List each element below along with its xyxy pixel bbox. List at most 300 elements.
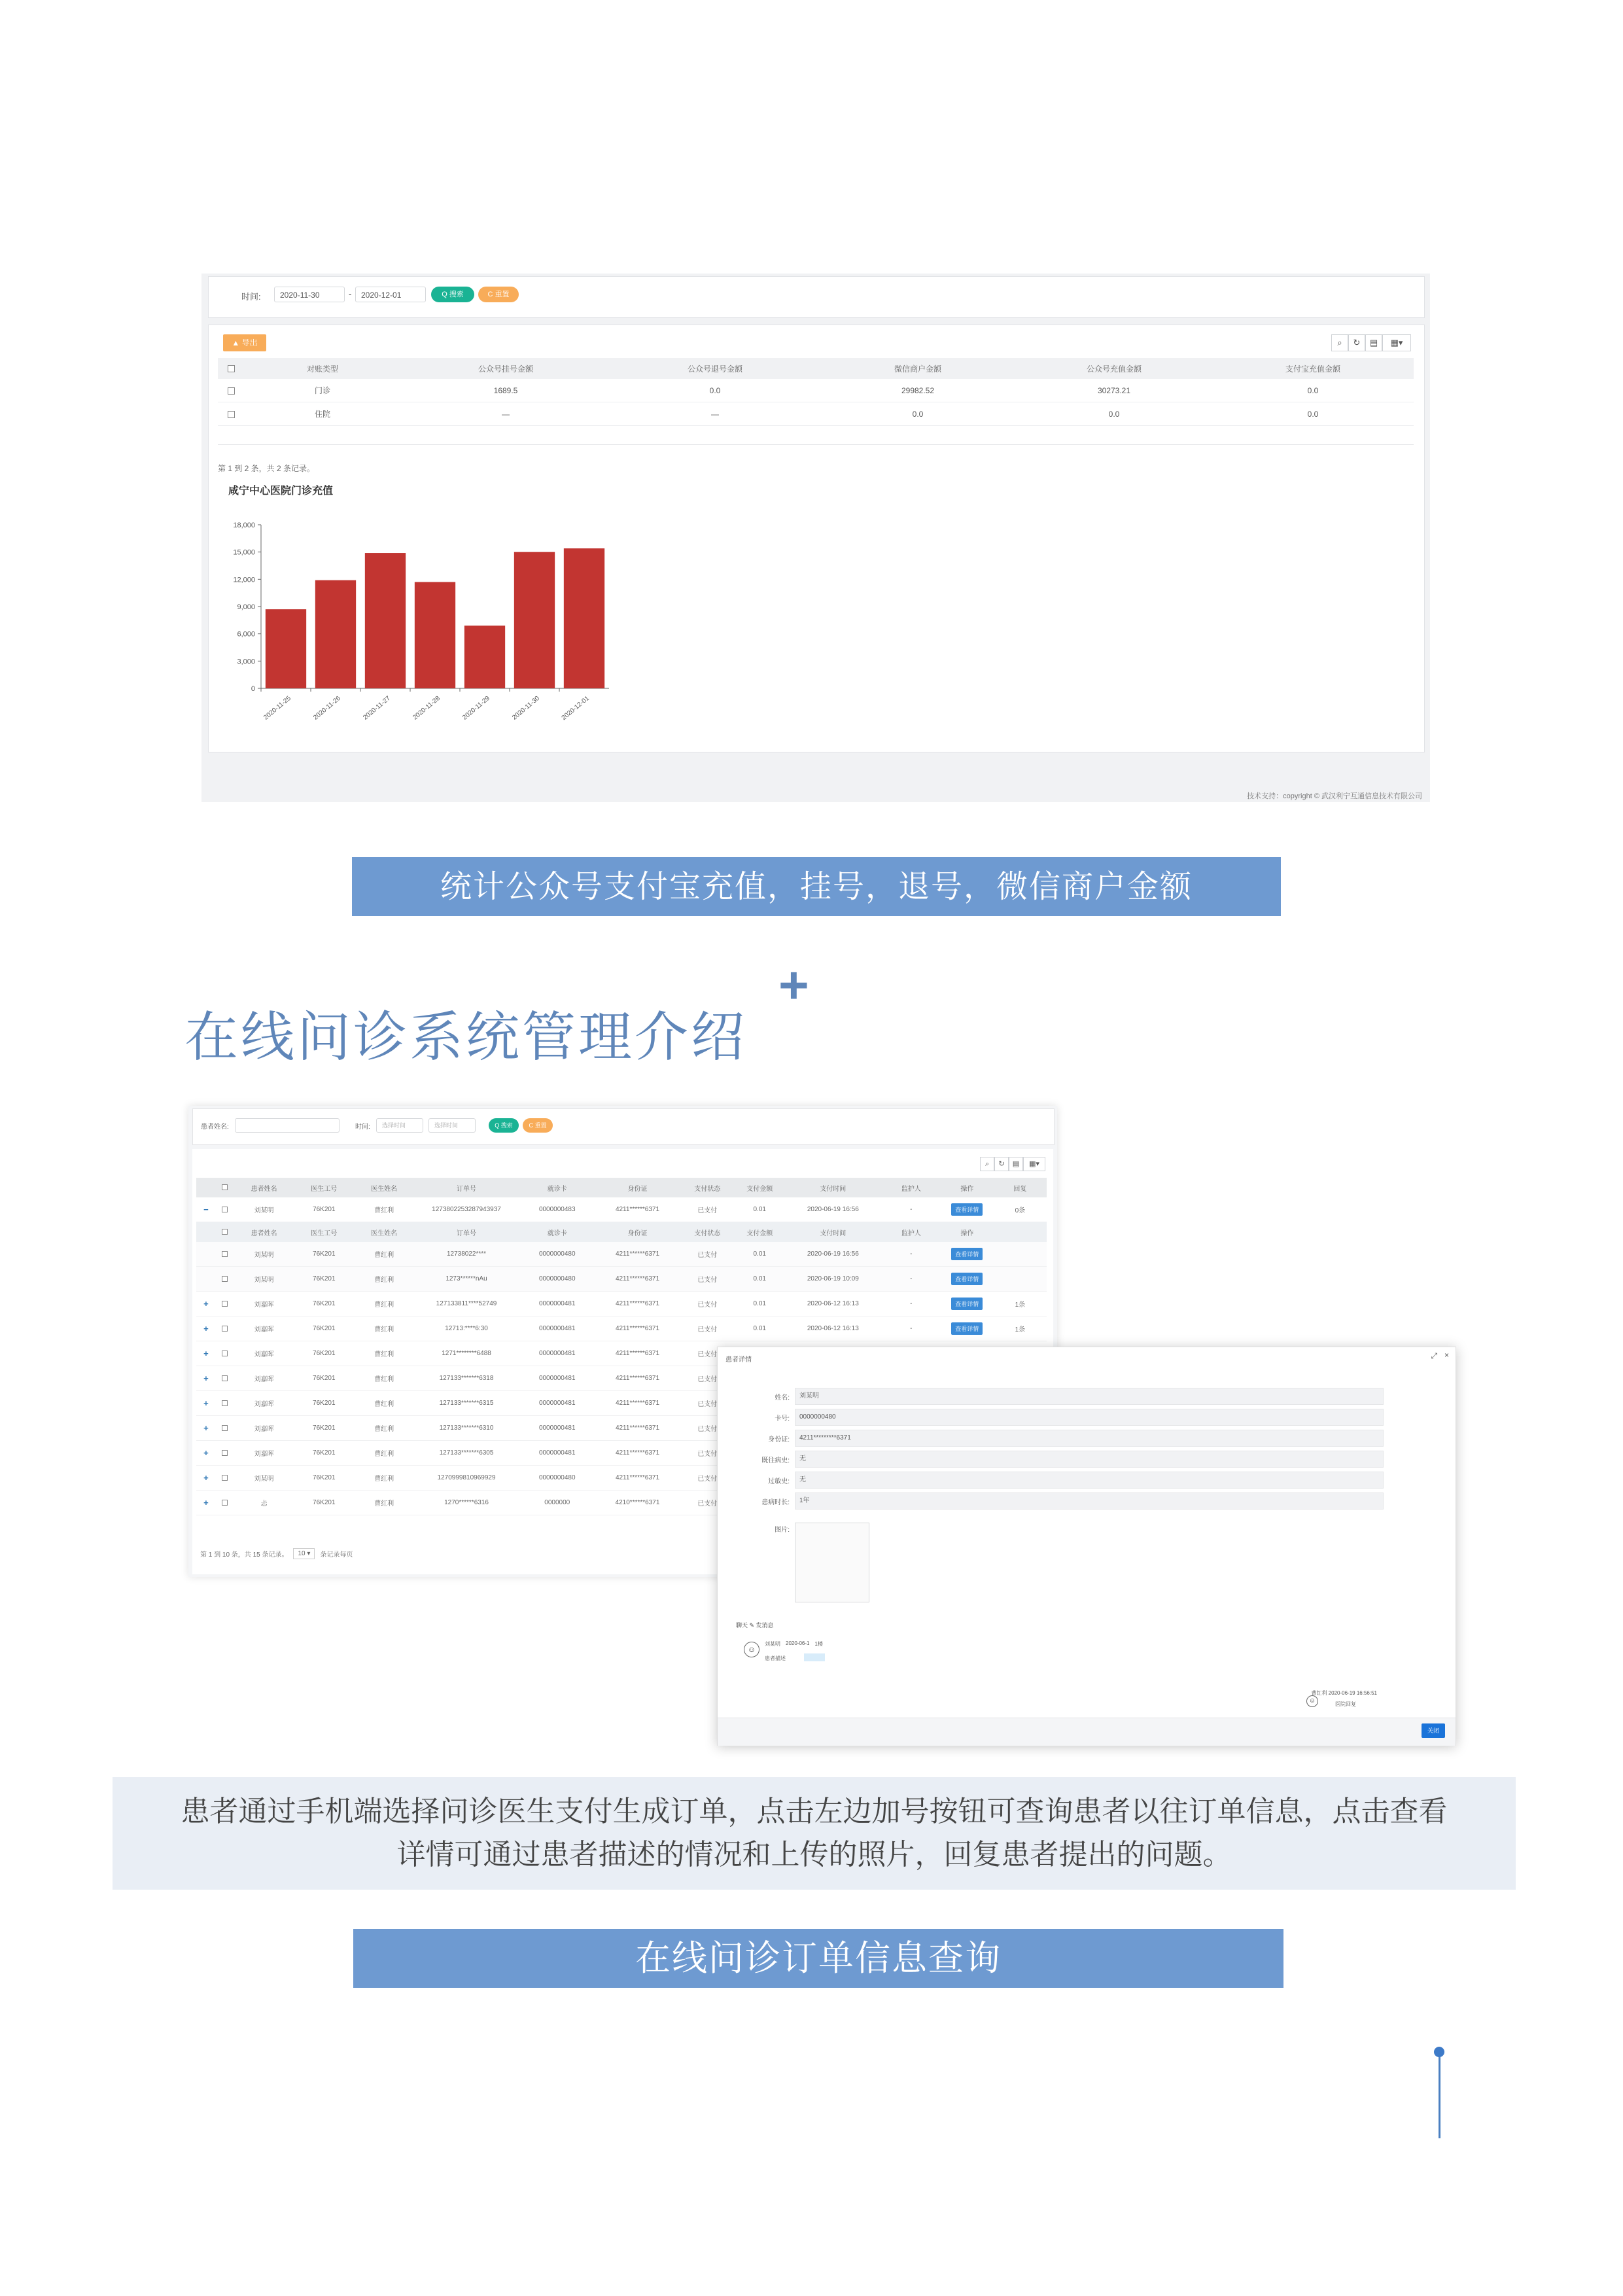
consult-filter-bar: [192, 1108, 1055, 1145]
sub-col-header: 监护人: [882, 1222, 941, 1243]
expand-toggle-icon[interactable]: +: [196, 1292, 216, 1316]
reset-button[interactable]: C 重置: [523, 1118, 553, 1133]
page-size-select[interactable]: 10 ▾: [293, 1548, 315, 1559]
table-cell: 4211******6371: [595, 1197, 679, 1222]
y-tick-label: 15,000: [233, 548, 255, 557]
view-detail-button[interactable]: 查看详情: [951, 1322, 983, 1335]
table-cell: 127133*******6305: [414, 1441, 519, 1466]
table-cell: 4210******6371: [595, 1491, 679, 1515]
table-cell: 127133811****52749: [414, 1292, 519, 1316]
date-from-input[interactable]: 2020-11-30: [274, 287, 345, 302]
bar-chart: [209, 502, 627, 737]
expand-toggle-icon[interactable]: +: [196, 1441, 216, 1466]
table-cell: 0000000481: [519, 1416, 595, 1441]
sub-col-header: 支付状态: [680, 1222, 735, 1243]
table-cell: 0.01: [735, 1242, 784, 1267]
y-tick-label: 3,000: [237, 658, 255, 666]
chat-date: 2020-06-1: [786, 1640, 810, 1646]
time-label: 时间:: [241, 292, 261, 302]
row-checkbox[interactable]: [216, 1416, 234, 1441]
table-cell: 0000000481: [519, 1366, 595, 1391]
pin-dot-icon: [1434, 2047, 1444, 2057]
table-cell: 0.01: [735, 1292, 784, 1316]
col-header: 医生姓名: [354, 1178, 414, 1197]
col-header: 公众号退号金额: [610, 358, 820, 379]
table-cell: 76K201: [294, 1292, 354, 1316]
table-cell: 已支付: [680, 1292, 735, 1316]
table-cell: 4211******6371: [595, 1292, 679, 1316]
col-header: 就诊卡: [519, 1178, 595, 1197]
table-cell: 76K201: [294, 1316, 354, 1341]
table-cell: 已支付: [680, 1341, 735, 1366]
expand-toggle-icon[interactable]: −: [196, 1197, 216, 1222]
expand-col: [196, 1178, 216, 1197]
modal-footer: [718, 1718, 1456, 1746]
chat-message-meta: [765, 1640, 823, 1648]
view-detail-button[interactable]: 查看详情: [951, 1273, 983, 1285]
row-checkbox[interactable]: [216, 1341, 234, 1366]
table-cell: 已支付: [680, 1316, 735, 1341]
feature-banner: [352, 857, 1281, 916]
row-checkbox[interactable]: [216, 1267, 234, 1292]
table-cell: 刘嘉晖: [234, 1292, 294, 1316]
bar: [415, 582, 455, 689]
col-header: 订单号: [414, 1178, 519, 1197]
table-cell: 1270999810969929: [414, 1466, 519, 1491]
table-cell: 76K201: [294, 1366, 354, 1391]
stats-panel: [208, 325, 1425, 752]
stats-screenshot: [201, 274, 1430, 802]
modal-title: 患者详情: [725, 1356, 752, 1364]
field-row: [744, 1472, 1437, 1489]
table-cell: 76K201: [294, 1391, 354, 1416]
sub-col-header: 订单号: [414, 1222, 519, 1243]
plus-decoration-icon: +: [778, 956, 809, 1014]
table-cell: —: [401, 402, 610, 426]
expand-toggle-icon[interactable]: +: [196, 1491, 216, 1515]
sub-table-row: [196, 1267, 1047, 1292]
table-cell: 127133*******6310: [414, 1416, 519, 1441]
expand-toggle-icon[interactable]: +: [196, 1316, 216, 1341]
sub-col-header: 支付时间: [784, 1222, 882, 1243]
table-cell: 曹红利: [354, 1292, 414, 1316]
view-detail-button[interactable]: 查看详情: [951, 1203, 983, 1216]
field-label: 患病时长:: [761, 1498, 790, 1506]
table-cell: 曹红利: [354, 1441, 414, 1466]
field-value: 刘某明: [795, 1388, 1384, 1405]
date-from-input[interactable]: 选择时间: [376, 1118, 423, 1133]
table-cell: 2020-06-19 10:09: [784, 1267, 882, 1292]
expand-col: [994, 1242, 1047, 1267]
expand-col: [994, 1267, 1047, 1292]
row-checkbox[interactable]: [216, 1197, 234, 1222]
row-checkbox[interactable]: [218, 379, 244, 402]
table-cell: 76K201: [294, 1267, 354, 1292]
expand-toggle-icon[interactable]: +: [196, 1341, 216, 1366]
table-cell: 0.0: [1212, 379, 1414, 402]
table-row: [196, 1316, 1047, 1341]
field-value: 1年: [795, 1492, 1384, 1510]
select-all-checkbox[interactable]: [216, 1178, 234, 1197]
table-cell: 已支付: [680, 1242, 735, 1267]
view-detail-button[interactable]: 查看详情: [951, 1298, 983, 1310]
table-cell: 4211******6371: [595, 1316, 679, 1341]
photo-label: 图片:: [775, 1527, 790, 1534]
y-tick-label: 12,000: [233, 576, 255, 584]
table-cell: 曹红利: [354, 1197, 414, 1222]
table-cell: 0000000483: [519, 1197, 595, 1222]
row-checkbox[interactable]: [216, 1466, 234, 1491]
col-header: 患者姓名: [234, 1178, 294, 1197]
detail-cell: [941, 1197, 994, 1222]
table-cell: 刘嘉晖: [234, 1341, 294, 1366]
order-query-banner: [353, 1929, 1283, 1988]
table-cell: 2020-06-12 16:13: [784, 1316, 882, 1341]
table-cell: 已支付: [680, 1491, 735, 1515]
refresh-icon[interactable]: ↻: [994, 1157, 1009, 1171]
table-cell: -: [882, 1242, 941, 1267]
chat-name: 刘某明: [765, 1641, 780, 1647]
grid-menu-icon[interactable]: ▦▾: [1382, 334, 1411, 351]
select-all-checkbox[interactable]: [218, 358, 244, 379]
refresh-icon[interactable]: ↻: [1348, 334, 1365, 351]
field-value: 0000000480: [795, 1409, 1384, 1426]
table-cell: 4211******6371: [595, 1341, 679, 1366]
sub-col-header: 操作: [941, 1222, 994, 1243]
row-checkbox[interactable]: [216, 1366, 234, 1391]
chat-header: 聊天 ✎ 发消息: [736, 1622, 774, 1629]
consult-pagination: [200, 1548, 353, 1559]
table-cell: 76K201: [294, 1466, 354, 1491]
date-to-input[interactable]: 选择时间: [428, 1118, 476, 1133]
export-button[interactable]: ▲ 导出: [223, 334, 266, 351]
columns-icon[interactable]: ▤: [1365, 334, 1382, 351]
pagination-info: 第 1 到 10 条，共 15 条记录。: [200, 1551, 288, 1559]
table-cell: 127133*******6315: [414, 1391, 519, 1416]
date-to-input[interactable]: 2020-12-01: [355, 287, 426, 302]
table-cell: 0000000480: [519, 1267, 595, 1292]
x-tick-label: 2020-11-28: [411, 694, 442, 722]
table-cell: 已支付: [680, 1197, 735, 1222]
expand-toggle-icon[interactable]: +: [196, 1466, 216, 1491]
col-header: 对账类型: [244, 358, 401, 379]
expand-col: [196, 1222, 216, 1243]
table-row: [196, 1292, 1047, 1316]
bar: [266, 609, 306, 688]
table-cell: 1条: [994, 1292, 1047, 1316]
table-cell: 0000000480: [519, 1466, 595, 1491]
table-cell: 已支付: [680, 1441, 735, 1466]
table-cell: -: [882, 1292, 941, 1316]
table-cell: 4211******6371: [595, 1441, 679, 1466]
col-header: 公众号挂号金额: [401, 358, 610, 379]
table-cell: 已支付: [680, 1391, 735, 1416]
table-cell: 4211******6371: [595, 1466, 679, 1491]
description-line-1: 患者通过手机端选择问诊医生支付生成订单，点击左边加号按钮可查询患者以往订单信息，点击查看: [181, 1795, 1448, 1828]
table-cell: 刘某明: [234, 1197, 294, 1222]
detail-cell: [941, 1316, 994, 1341]
close-button[interactable]: 关闭: [1422, 1723, 1445, 1738]
field-value: 4211*********6371: [795, 1430, 1384, 1447]
chart-title: 咸宁中心医院门诊充值: [228, 486, 334, 497]
patient-fields: [744, 1388, 1437, 1513]
row-checkbox[interactable]: [216, 1242, 234, 1267]
table-cell: 刘嘉晖: [234, 1391, 294, 1416]
patient-detail-modal: [717, 1347, 1456, 1746]
y-tick-label: 0: [251, 685, 255, 693]
sub-table-row: [196, 1242, 1047, 1267]
table-cell: 2020-06-12 16:13: [784, 1292, 882, 1316]
search-button[interactable]: Q 搜索: [431, 287, 474, 302]
field-row: [744, 1492, 1437, 1510]
table-cell: 0.0: [1016, 402, 1212, 426]
y-tick-label: 9,000: [237, 603, 255, 611]
table-cell: 0.01: [735, 1197, 784, 1222]
table-cell: 曹红利: [354, 1491, 414, 1515]
table-cell: 1条: [994, 1316, 1047, 1341]
table-cell: 曹红利: [354, 1341, 414, 1366]
table-cell: 0000000481: [519, 1441, 595, 1466]
date-separator: -: [349, 289, 352, 299]
x-tick-label: 2020-11-30: [511, 694, 541, 722]
col-header: 操作: [941, 1178, 994, 1197]
table-cell: 4211******6371: [595, 1267, 679, 1292]
expand-col: [196, 1242, 216, 1267]
table-cell: 4211******6371: [595, 1416, 679, 1441]
table-cell: -: [882, 1267, 941, 1292]
table-cell: 0.0: [820, 402, 1016, 426]
table-cell: 4211******6371: [595, 1366, 679, 1391]
table-cell: 76K201: [294, 1341, 354, 1366]
field-label: 姓名:: [775, 1394, 790, 1402]
patient-photo[interactable]: [795, 1523, 869, 1602]
doctor-avatar-icon: ☺: [1306, 1695, 1318, 1707]
row-checkbox[interactable]: [218, 402, 244, 426]
table-cell: 刘某明: [234, 1267, 294, 1292]
table-toolbar: [980, 1157, 1045, 1171]
expand-toggle-icon[interactable]: +: [196, 1366, 216, 1391]
table-cell: -: [882, 1316, 941, 1341]
table-cell: 76K201: [294, 1242, 354, 1267]
field-row: [744, 1388, 1437, 1405]
x-tick-label: 2020-11-29: [461, 694, 491, 722]
patient-name-input[interactable]: [235, 1118, 340, 1133]
x-tick-label: 2020-12-01: [560, 694, 591, 722]
time-label: 时间:: [355, 1123, 370, 1131]
table-cell: 刘某明: [234, 1242, 294, 1267]
chat-text: 1楼: [814, 1641, 823, 1647]
bar: [564, 548, 604, 688]
table-cell: 0000000481: [519, 1391, 595, 1416]
table-cell: 曹红利: [354, 1242, 414, 1267]
table-cell: 曹红利: [354, 1416, 414, 1441]
description-line-2: 详情可通过患者描述的情况和上传的照片，回复患者提出的问题。: [396, 1839, 1232, 1871]
table-cell: 76K201: [294, 1416, 354, 1441]
table-cell: 29982.52: [820, 379, 1016, 402]
columns-icon[interactable]: ▤: [1009, 1157, 1023, 1171]
table-cell: 0000000481: [519, 1341, 595, 1366]
row-checkbox[interactable]: [216, 1491, 234, 1515]
col-header: 微信商户金额: [820, 358, 1016, 379]
stats-table: [218, 358, 1414, 426]
sub-col-header: 身份证: [595, 1222, 679, 1243]
page-size-suffix: 条记录每页: [320, 1551, 353, 1559]
table-cell: 76K201: [294, 1491, 354, 1515]
field-row: [744, 1451, 1437, 1468]
expand-toggle-icon[interactable]: +: [196, 1391, 216, 1416]
pagination-info: 第 1 到 2 条，共 2 条记录。: [218, 464, 315, 473]
sub-col-header: 患者姓名: [234, 1222, 294, 1243]
table-cell: 刘嘉晖: [234, 1416, 294, 1441]
row-checkbox[interactable]: [216, 1441, 234, 1466]
row-checkbox[interactable]: [216, 1316, 234, 1341]
x-tick-label: 2020-11-26: [312, 694, 342, 722]
field-row: [744, 1409, 1437, 1426]
stats-filter-bar: [208, 276, 1425, 318]
table-cell: 2020-06-19 16:56: [784, 1197, 882, 1222]
table-cell: 2020-06-19 16:56: [784, 1242, 882, 1267]
expand-toggle-icon[interactable]: +: [196, 1416, 216, 1441]
table-cell: 76K201: [294, 1197, 354, 1222]
col-header: 公众号充值金额: [1016, 358, 1212, 379]
field-label: 身份证:: [768, 1436, 790, 1443]
close-icon[interactable]: ×: [1444, 1351, 1449, 1360]
table-cell: 0000000480: [519, 1242, 595, 1267]
table-cell: 0000000481: [519, 1316, 595, 1341]
divider: [218, 444, 1414, 445]
patient-avatar-icon: ☺: [744, 1642, 759, 1657]
field-label: 既往病史:: [761, 1457, 790, 1464]
col-header: 支付时间: [784, 1178, 882, 1197]
table-cell: 已支付: [680, 1366, 735, 1391]
search-icon[interactable]: ⌕: [1331, 334, 1348, 351]
x-tick-label: 2020-11-25: [262, 694, 292, 722]
table-cell: 0.0: [610, 379, 820, 402]
table-cell: 刘嘉晖: [234, 1441, 294, 1466]
table-cell: 曹红利: [354, 1391, 414, 1416]
sub-table-header: [196, 1222, 1047, 1243]
table-toolbar: [1331, 334, 1411, 351]
col-header: 回复: [994, 1178, 1047, 1197]
field-value: 无: [795, 1451, 1384, 1468]
table-cell: 门诊: [244, 379, 401, 402]
patient-name-label: 患者姓名:: [201, 1123, 229, 1131]
col-header: 身份证: [595, 1178, 679, 1197]
table-cell: 0000000: [519, 1491, 595, 1515]
table-cell: 已支付: [680, 1267, 735, 1292]
bar: [365, 553, 406, 688]
table-cell: 刘某明: [234, 1466, 294, 1491]
table-cell: 刘嘉晖: [234, 1316, 294, 1341]
table-cell: -: [882, 1197, 941, 1222]
table-cell: 忐: [234, 1491, 294, 1515]
field-label: 过敏史:: [768, 1477, 790, 1485]
reset-button[interactable]: C 重置: [478, 287, 519, 302]
reply-text: 医院回复: [1335, 1701, 1356, 1707]
view-detail-button[interactable]: 查看详情: [951, 1248, 983, 1260]
table-cell: 1273******nAu: [414, 1267, 519, 1292]
chat-sub: 患者描述: [765, 1655, 786, 1661]
table-row: [218, 379, 1414, 402]
sub-col-header: 就诊卡: [519, 1222, 595, 1243]
col-header: 监护人: [882, 1178, 941, 1197]
table-cell: 4211******6371: [595, 1242, 679, 1267]
x-tick-label: 2020-11-27: [362, 694, 392, 722]
chat-tag: [804, 1653, 825, 1661]
banner-text: 统计公众号支付宝充值，挂号，退号，微信商户金额: [440, 868, 1193, 905]
field-row: [744, 1430, 1437, 1447]
col-header: 支付状态: [680, 1178, 735, 1197]
table-row: [218, 402, 1414, 426]
sub-col-header: 医生工号: [294, 1222, 354, 1243]
table-cell: 已支付: [680, 1416, 735, 1441]
search-icon[interactable]: ⌕: [980, 1157, 994, 1171]
detail-cell: [941, 1242, 994, 1267]
row-checkbox[interactable]: [216, 1292, 234, 1316]
y-tick-label: 18,000: [233, 521, 255, 529]
table-cell: 曹红利: [354, 1466, 414, 1491]
copyright: 技术支持：copyright © 武汉利宁互通信息技术有限公司: [1247, 792, 1422, 800]
maximize-icon[interactable]: ⤢: [1431, 1351, 1437, 1360]
table-cell: 1271********6488: [414, 1341, 519, 1366]
row-checkbox[interactable]: [216, 1391, 234, 1416]
table-cell: 0000000481: [519, 1292, 595, 1316]
table-cell: 曹红利: [354, 1316, 414, 1341]
bar: [464, 626, 505, 688]
sub-col-header: 医生姓名: [354, 1222, 414, 1243]
detail-cell: [941, 1292, 994, 1316]
table-cell: 30273.21: [1016, 379, 1212, 402]
table-cell: 刘嘉晖: [234, 1366, 294, 1391]
table-cell: 12738022****: [414, 1242, 519, 1267]
consult-table-header: [196, 1178, 1047, 1197]
y-tick-label: 6,000: [237, 630, 255, 639]
table-cell: 127133*******6318: [414, 1366, 519, 1391]
table-cell: 76K201: [294, 1441, 354, 1466]
expand-col: [994, 1222, 1047, 1243]
stats-table-header: [218, 358, 1414, 379]
table-row: [196, 1197, 1047, 1222]
table-cell: 曹红利: [354, 1366, 414, 1391]
detail-cell: [941, 1267, 994, 1292]
table-cell: 住院: [244, 402, 401, 426]
table-cell: 已支付: [680, 1466, 735, 1491]
table-cell: 0条: [994, 1197, 1047, 1222]
table-cell: 0.0: [1212, 402, 1414, 426]
table-cell: 4211******6371: [595, 1391, 679, 1416]
description-box: [113, 1777, 1516, 1890]
table-cell: 0.01: [735, 1316, 784, 1341]
expand-col: [196, 1267, 216, 1292]
reply-meta: 曹红利 2020-06-19 16:56:51: [1311, 1690, 1377, 1696]
section-title: 在线问诊系统管理介绍: [184, 1006, 748, 1069]
col-header: 支付金额: [735, 1178, 784, 1197]
banner-text: 在线问诊订单信息查询: [635, 1937, 1002, 1979]
field-value: 无: [795, 1472, 1384, 1489]
sub-col-header: 支付金额: [735, 1222, 784, 1243]
table-cell: 曹红利: [354, 1267, 414, 1292]
table-cell: 12713:****6:30: [414, 1316, 519, 1341]
grid-menu-icon[interactable]: ▦▾: [1023, 1157, 1045, 1171]
table-cell: —: [610, 402, 820, 426]
search-button[interactable]: Q 搜索: [489, 1118, 519, 1133]
col-header: 医生工号: [294, 1178, 354, 1197]
bar: [514, 552, 555, 688]
table-cell: 1273802253287943937: [414, 1197, 519, 1222]
table-cell: 1689.5: [401, 379, 610, 402]
select-all-checkbox[interactable]: [216, 1222, 234, 1243]
col-header: 支付宝充值金额: [1212, 358, 1414, 379]
